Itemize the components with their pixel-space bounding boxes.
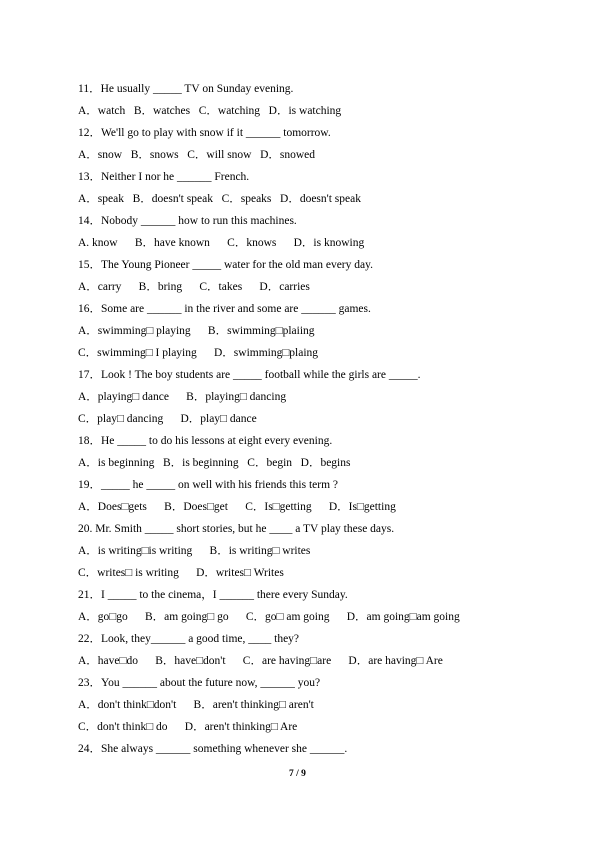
- answer-options: A．is beginning B．is beginning C．begin D．begins: [78, 457, 351, 469]
- question-text: 15．The Young Pioneer _____ water for the old man every day.: [78, 259, 373, 271]
- answer-options: A．is writing□is writing B．is writing□ writes: [78, 545, 311, 557]
- page-number: 7 / 9: [289, 769, 306, 779]
- question-text: 23．You ______ about the future now, ______ you?: [78, 677, 321, 689]
- question-text: 19．_____ he _____ on well with his friends this term ?: [78, 479, 338, 491]
- answer-options: A．swimming□ playing B．swimming□plaiing: [78, 325, 315, 337]
- question-text: 16．Some are ______ in the river and some are ______ games.: [78, 303, 371, 315]
- answer-options: C．play□ dancing D．play□ dance: [78, 413, 257, 425]
- answer-options: C．writes□ is writing D．writes□ Writes: [78, 567, 284, 579]
- answer-options: A．have□do B．have□don't C．are having□are D．are having□ Are: [78, 655, 443, 667]
- question-text: 18．He _____ to do his lessons at eight every evening.: [78, 435, 333, 447]
- answer-options: A．go□go B．am going□ go C．go□ am going D．am going□am going: [78, 611, 460, 623]
- answer-options: C．swimming□ I playing D．swimming□plaing: [78, 347, 319, 359]
- question-text: 11．He usually _____ TV on Sunday evening.: [78, 83, 294, 95]
- question-text: 13．Neither I nor he ______ French.: [78, 171, 250, 183]
- answer-options: A．speak B．doesn't speak C．speaks D．doesn't speak: [78, 193, 361, 205]
- answer-options: A．snow B．snows C．will snow D．snowed: [78, 149, 316, 161]
- question-text: 17．Look ! The boy students are _____ football while the girls are _____.: [78, 369, 421, 381]
- question-text: 12．We'll go to play with snow if it ______ tomorrow.: [78, 127, 331, 139]
- answer-options: A. know B．have known C．knows D．is knowing: [78, 237, 365, 249]
- answer-options: A．playing□ dance B．playing□ dancing: [78, 391, 287, 403]
- answer-options: C．don't think□ do D．aren't thinking□ Are: [78, 721, 298, 733]
- answer-options: A．watch B．watches C．watching D．is watching: [78, 105, 342, 117]
- question-text: 21．I _____ to the cinema，I ______ there every Sunday.: [78, 589, 348, 601]
- question-text: 14．Nobody ______ how to run this machines.: [78, 215, 297, 227]
- answer-options: A．Does□gets B．Does□get C．Is□getting D．Is□getting: [78, 501, 396, 513]
- answer-options: A．carry B．bring C．takes D．carries: [78, 281, 310, 293]
- answer-options: A．don't think□don't B．aren't thinking□ aren't: [78, 699, 314, 711]
- question-text: 24．She always ______ something whenever she ______.: [78, 743, 348, 755]
- question-text: 22．Look, they______ a good time, ____ they?: [78, 633, 300, 645]
- question-list: [78, 78, 538, 760]
- question-text: 20. Mr. Smith _____ short stories, but he ____ a TV play these days.: [78, 523, 395, 535]
